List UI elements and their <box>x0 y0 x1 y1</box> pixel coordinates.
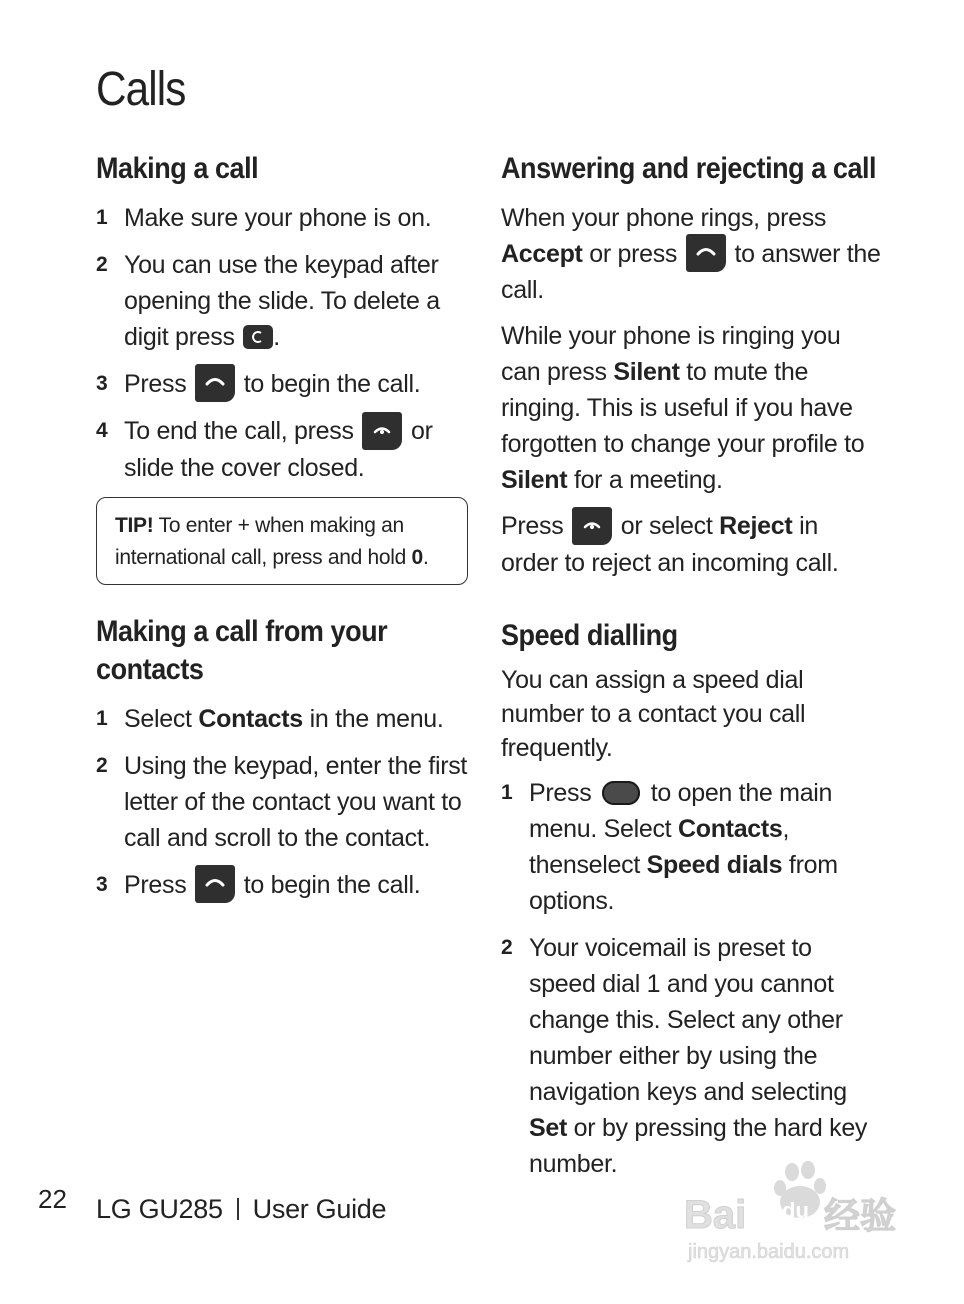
list-item: 1 Make sure your phone is on. <box>96 204 432 232</box>
list-item: 4 To end the call, press or slide the cover closed. <box>96 413 468 485</box>
list-item: 2 Your voicemail is preset to speed dial 1 and you cannot change this. Select any other number either by using the navigation keys and selecting Set or by pressing the hard key number. <box>501 933 868 1178</box>
speed-dial-intro: You can assign a speed dial number to a contact you call frequently. <box>501 665 806 762</box>
svg-text:du: du <box>782 1198 809 1223</box>
tip-box: TIP! To enter + when making an international call, press and hold 0. <box>96 497 468 585</box>
list-item: 3 Press to begin the call. <box>96 366 468 402</box>
end-key-icon <box>572 507 612 545</box>
list-item: 1 Select Contacts in the menu. <box>96 704 444 733</box>
list-item: 3 Press to begin the call. <box>96 867 468 903</box>
section-heading-answering: Answering and rejecting a call <box>501 152 877 185</box>
svg-text:Bai: Bai <box>684 1193 747 1237</box>
menu-key-icon <box>602 781 640 805</box>
section-heading-call-from-contacts: Making a call from your contacts <box>96 614 388 686</box>
section-heading-making-a-call: Making a call <box>96 152 259 185</box>
send-key-icon <box>195 364 235 402</box>
speed-dial-steps <box>501 775 881 1182</box>
list-item: 2 You can use the keypad after opening the slide. To delete a digit press . <box>96 251 440 351</box>
answering-paragraph-2: While your phone is ringing you can press Silent to mute the ringing. This is useful if you have forgotten to change your profile to Silent for a meeting. <box>501 322 865 495</box>
baidu-watermark-logo <box>684 1158 910 1266</box>
contacts-call-steps <box>96 701 468 903</box>
making-call-steps <box>96 200 468 486</box>
list-item: 2 Using the keypad, enter the first letter of the contact you want to call and scroll to the contact. <box>96 751 468 852</box>
send-key-icon <box>195 865 235 903</box>
page-number: 22 <box>38 1184 67 1214</box>
end-key-icon <box>362 412 402 450</box>
page-title: Calls <box>96 63 186 116</box>
send-key-icon <box>686 234 726 272</box>
footer-title: LG GU285 User Guide <box>96 1194 387 1224</box>
clear-key-icon <box>243 325 273 349</box>
section-heading-speed-dialling: Speed dialling <box>501 618 678 652</box>
right-column <box>501 150 881 1193</box>
left-column <box>96 150 468 914</box>
answering-paragraph-1: When your phone rings, press Accept or press to answer the call. <box>501 204 881 305</box>
answering-paragraph-3: Press or select Reject in order to reject an incoming call. <box>501 508 881 580</box>
svg-text:jingyan.baidu.com: jingyan.baidu.com <box>688 1241 850 1263</box>
list-item: 1 Press to open the main menu. Select Contacts, thenselect Speed dials from options. <box>501 778 838 915</box>
svg-text:经验: 经验 <box>824 1196 897 1237</box>
